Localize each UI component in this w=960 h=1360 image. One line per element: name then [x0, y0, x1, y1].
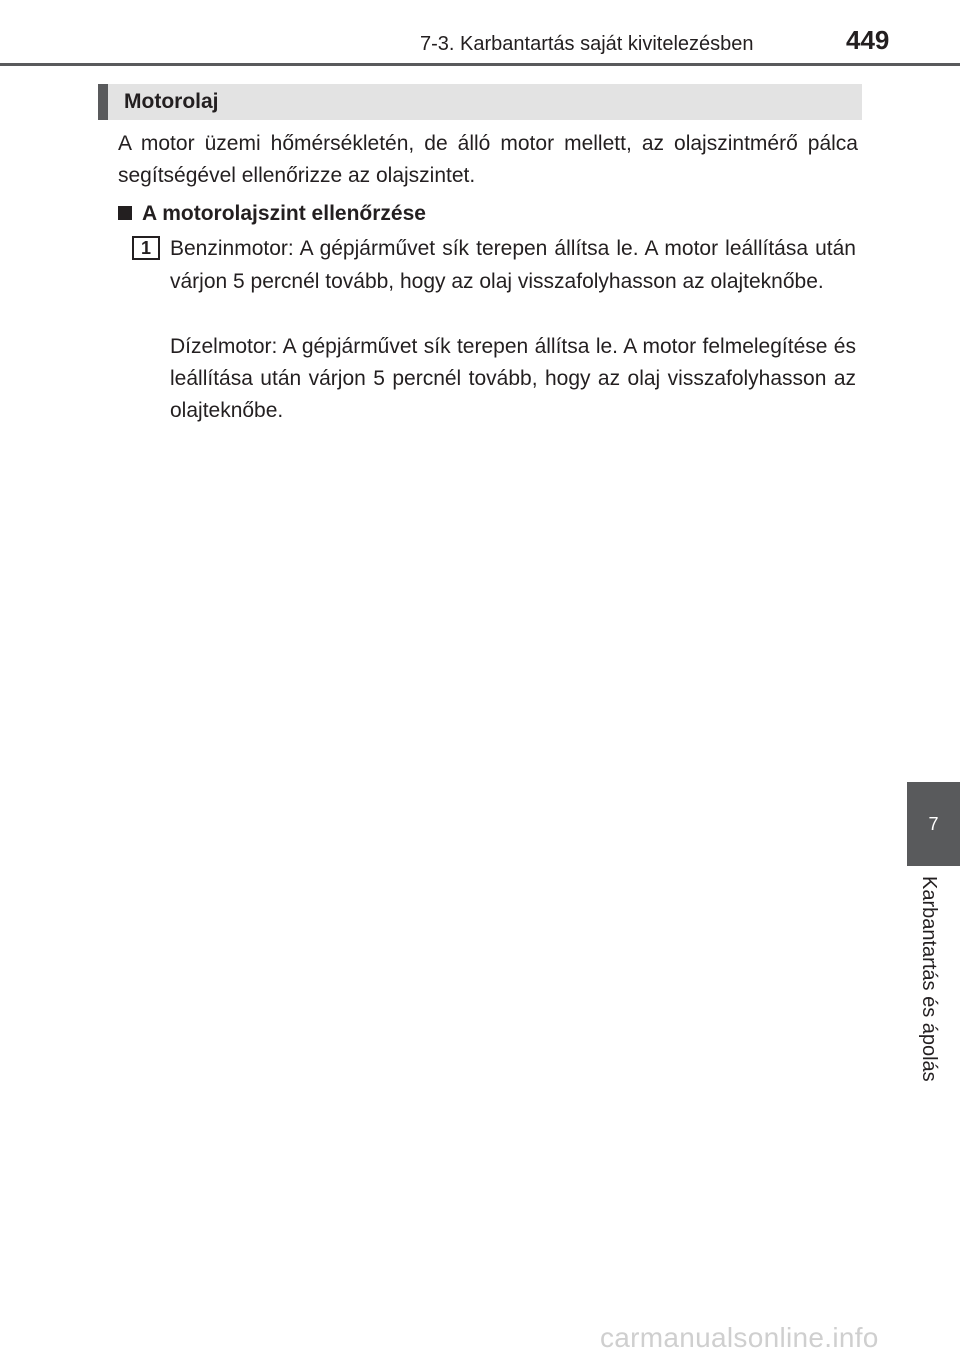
watermark: carmanualsonline.info [600, 1322, 879, 1353]
step-text-petrol: Benzinmotor: A gépjárművet sík terepen állítsa le. A motor leállítása után várjon 5 percnél tovább, hogy az olaj visszafolyhasson az olajteknőbe. [170, 237, 856, 293]
running-header-section: 7-3. Karbantartás saját kivitelezésben [420, 33, 754, 55]
subheading [118, 198, 858, 230]
chapter-tab: 7 [907, 782, 960, 866]
header-divider [0, 63, 960, 66]
square-bullet-icon [118, 206, 132, 220]
step-text-diesel: Dízelmotor: A gépjárművet sík terepen állítsa le. A motor felmelegítése és leállítása után várjon 5 percnél tovább, hogy az olaj visszafolyhasson az olajteknőbe. [170, 335, 856, 422]
section-title: Motorolaj [124, 90, 219, 113]
section-heading-bar [98, 84, 862, 120]
intro-paragraph: A motor üzemi hőmérsékletén, de álló motor mellett, az olajszintmérő pálca segítségével ellenőrizze az olajszintet. [118, 132, 858, 187]
chapter-title-vertical: Karbantartás és ápolás [918, 876, 940, 1082]
page-number: 449 [846, 25, 890, 55]
subheading-text: A motorolajszint ellenőrzése [142, 202, 426, 225]
step-number-badge: 1 [132, 236, 160, 260]
